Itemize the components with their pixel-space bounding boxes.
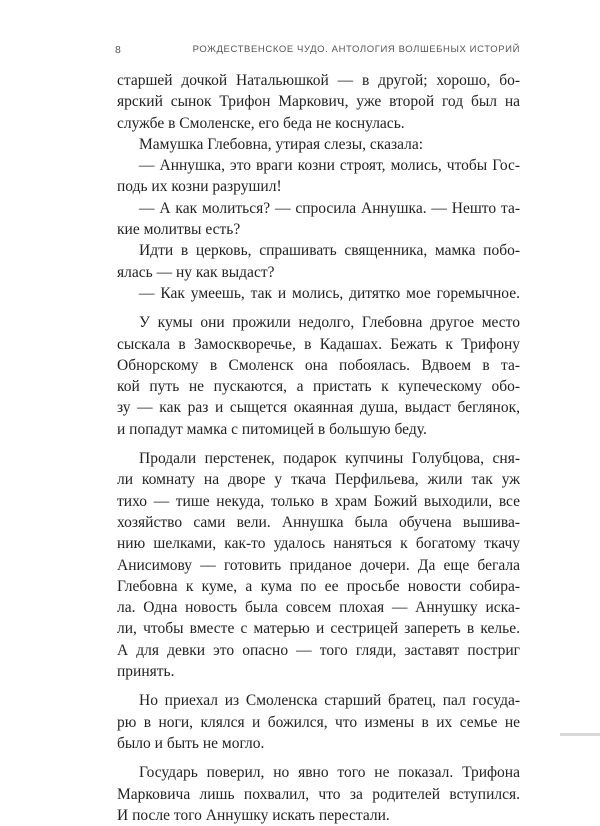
paragraph-gap — [117, 754, 520, 762]
text-line: ярский сынок Трифон Маркович, уже второй год был на — [117, 93, 520, 111]
paragraph-gap — [117, 440, 520, 448]
text-line: Государь поверил, но явно того не показал. Трифона — [139, 764, 520, 782]
text-line: — Аннушка, это враги козни строят, молись, чтобы Гос- — [139, 157, 520, 175]
body-text — [117, 70, 520, 826]
paragraph — [117, 312, 520, 440]
paragraph-gap — [117, 682, 520, 690]
text-line: хозяйство сами вели. Аннушка была обучена вышива- — [117, 513, 520, 531]
running-header — [115, 44, 520, 62]
paragraph — [117, 448, 520, 682]
paragraph — [117, 762, 520, 826]
text-line: Продали перстенек, подарок купчины Голубцова, сня- — [139, 450, 520, 468]
text-line: принять. — [117, 663, 175, 681]
book-title: РОЖДЕСТВЕНСКОЕ ЧУДО. АНТОЛОГИЯ ВОЛШЕБНЫХ ИСТОРИЙ — [192, 44, 520, 55]
paragraph — [117, 134, 520, 304]
text-line: Мамушка Глебовна, утирая слезы, сказала: — [139, 135, 424, 153]
text-line: И после того Аннушку искать перестали. — [117, 806, 390, 824]
text-line: ли комнату на дворе у ткача Перфильева, жили так уж — [117, 471, 520, 489]
text-line: ла. Одна новость была совсем плохая — Аннушку иска- — [117, 599, 520, 617]
text-line: Идти в церковь, спрашивать священника, мамка побо- — [139, 242, 520, 260]
scan-edge-mark — [560, 733, 600, 736]
text-line: и попадут мамка с питомицей в большую беду. — [117, 420, 427, 438]
text-line: — А как молиться? — спросила Аннушка. — Нешто та- — [139, 199, 520, 217]
page-number: 8 — [115, 44, 122, 56]
text-line: Анисимову — готовить приданое дочери. Да еще бегала — [117, 556, 520, 574]
text-line: службе в Смоленске, его беда не коснулась. — [117, 114, 405, 132]
text-line: рю в ноги, клялся и божился, что измены в их семье не — [117, 713, 520, 731]
text-line: Марковича лишь похвалил, что за родителей вступился. — [117, 785, 520, 803]
text-line: зу — как раз и сыщется окаянная душа, выдаст беглянок, — [117, 399, 520, 417]
text-line: нию шелками, как-то удалось наняться к богатому ткачу — [117, 535, 520, 553]
text-line: ялась — ну как выдаст? — [117, 263, 275, 281]
text-line: Глебовна к куме, а кума по ее просьбе новости собира- — [117, 577, 520, 595]
text-line: тихо — тише некуда, только в храм Божий выходили, все — [117, 492, 520, 510]
text-line: Обнорскому в Смоленск она побоялась. Вдвоем в та- — [117, 356, 520, 374]
text-line: — Как умеешь, так и молись, дитятко мое горемычное. — [139, 284, 520, 302]
paragraph — [117, 70, 520, 134]
text-line: кие молитвы есть? — [117, 221, 241, 239]
text-line: сыскала в Замоскворечье, в Кадашах. Бежать к Трифону — [117, 335, 520, 353]
text-line: было и быть не могло. — [117, 734, 265, 752]
text-line: У кумы они прожили недолго, Глебовна другое место — [139, 314, 520, 332]
text-line: подь их козни разрушил! — [117, 178, 282, 196]
paragraph — [117, 690, 520, 754]
text-line: старшей дочкой Натальюшкой — в другой; хорошо, бо- — [117, 72, 520, 89]
text-line: кой путь не пускаются, а пристать к купеческому обо- — [117, 378, 520, 396]
text-line: ли, чтобы вместе с матерью и сестрицей запереть в келье. — [117, 620, 520, 638]
paragraph-gap — [117, 304, 520, 312]
text-line: Но приехал из Смоленска старший братец, пал госуда- — [139, 692, 520, 710]
text-line: А для девки это опасно — того гляди, заставят постриг — [117, 641, 520, 659]
